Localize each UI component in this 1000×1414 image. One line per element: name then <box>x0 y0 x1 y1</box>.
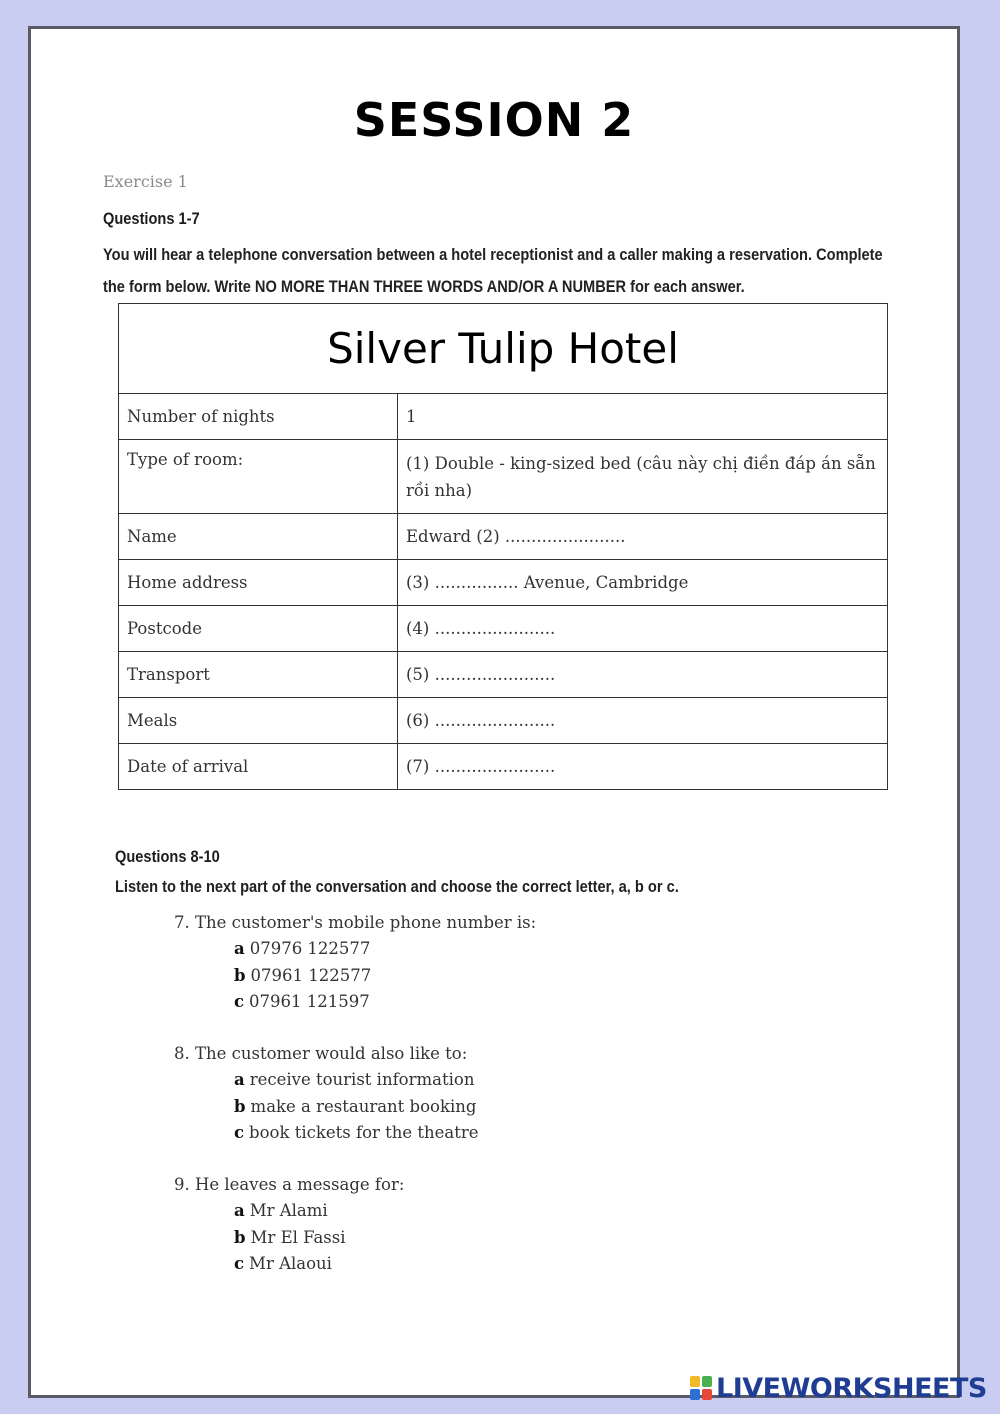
answer-option[interactable] <box>174 1198 774 1225</box>
answer-option[interactable] <box>174 1251 774 1278</box>
option-text: 07961 122577 <box>250 965 372 985</box>
form-row <box>119 744 888 790</box>
logo-square-icon <box>702 1376 712 1387</box>
option-letter: b <box>234 965 246 985</box>
option-letter: c <box>234 1254 245 1273</box>
logo-square-icon <box>690 1389 700 1400</box>
liveworksheets-logo <box>690 1373 987 1404</box>
question-stem: 7. The customer's mobile phone number is: <box>174 913 537 932</box>
form-row <box>119 514 888 560</box>
option-letter: a <box>234 939 245 958</box>
logo-square-icon <box>690 1376 700 1387</box>
option-text: receive tourist information <box>249 1070 475 1089</box>
option-text: Mr Alaoui <box>249 1254 332 1273</box>
option-letter: c <box>234 992 245 1011</box>
reservation-form-table <box>118 303 888 790</box>
form-label: Name <box>119 514 398 560</box>
questions-8-10-instructions: Listen to the next part of the conversation and choose the correct letter, a, b or c. <box>115 877 679 896</box>
question-stem: 8. The customer would also like to: <box>174 1044 468 1063</box>
instructions-text: You will hear a telephone conversation between a hotel receptionist and a caller making a reservation. Complete the form below. Write NO MORE THAN THREE WORDS AND/OR A NUMBER for each answer. <box>103 245 883 296</box>
answer-option[interactable] <box>174 1094 774 1121</box>
logo-text: LIVEWORKSHEETS <box>716 1373 987 1404</box>
answer-option[interactable] <box>174 936 774 963</box>
option-text: 07976 122577 <box>249 939 371 958</box>
form-value: (1) Double - king-sized bed (câu này chị điền đáp án sẵn rồi nha) <box>398 440 888 514</box>
answer-5-field[interactable]: (5) ....................... <box>398 652 888 698</box>
form-row <box>119 440 888 514</box>
form-label: Postcode <box>119 606 398 652</box>
option-text: make a restaurant booking <box>250 1096 477 1116</box>
form-label: Number of nights <box>119 394 398 440</box>
answer-option[interactable] <box>174 1120 774 1147</box>
answer-3-field[interactable]: (3) ................ Avenue, Cambridge <box>398 560 888 606</box>
option-letter: b <box>234 1227 246 1247</box>
option-letter: c <box>234 1123 245 1142</box>
answer-option[interactable] <box>174 963 774 990</box>
answer-6-field[interactable]: (6) ....................... <box>398 698 888 744</box>
answer-7-field[interactable]: (7) ....................... <box>398 744 888 790</box>
option-text: 07961 121597 <box>249 992 370 1011</box>
form-value: 1 <box>398 394 888 440</box>
form-row <box>119 698 888 744</box>
option-letter: a <box>234 1201 245 1220</box>
form-label: Date of arrival <box>119 744 398 790</box>
form-row <box>119 652 888 698</box>
question-block <box>174 909 774 1016</box>
form-label: Transport <box>119 652 398 698</box>
answer-4-field[interactable]: (4) ....................... <box>398 606 888 652</box>
form-label: Type of room: <box>119 440 398 514</box>
logo-square-icon <box>702 1389 712 1400</box>
answer-option[interactable] <box>174 1067 774 1094</box>
form-row <box>119 606 888 652</box>
form-title-row <box>119 304 888 394</box>
form-label: Home address <box>119 560 398 606</box>
option-text: Mr El Fassi <box>250 1227 346 1247</box>
option-text: Mr Alami <box>249 1201 328 1220</box>
question-stem: 9. He leaves a message for: <box>174 1175 405 1194</box>
exercise-label: Exercise 1 <box>103 172 188 191</box>
option-letter: a <box>234 1070 245 1089</box>
hotel-name: Silver Tulip Hotel <box>119 304 888 394</box>
answer-option[interactable] <box>174 1225 774 1252</box>
form-label: Meals <box>119 698 398 744</box>
form-row <box>119 394 888 440</box>
questions-8-10-heading: Questions 8-10 <box>115 847 220 866</box>
answer-option[interactable] <box>174 989 774 1016</box>
page-title: SESSION 2 <box>353 93 635 147</box>
option-text: book tickets for the theatre <box>249 1123 479 1142</box>
logo-mark-icon <box>690 1376 714 1402</box>
form-row <box>119 560 888 606</box>
question-block <box>174 1171 774 1278</box>
option-letter: b <box>234 1096 246 1116</box>
answer-2-field[interactable]: Edward (2) ....................... <box>398 514 888 560</box>
question-block <box>174 1040 774 1147</box>
worksheet-page <box>28 26 960 1398</box>
questions-heading: Questions 1-7 <box>103 209 200 228</box>
